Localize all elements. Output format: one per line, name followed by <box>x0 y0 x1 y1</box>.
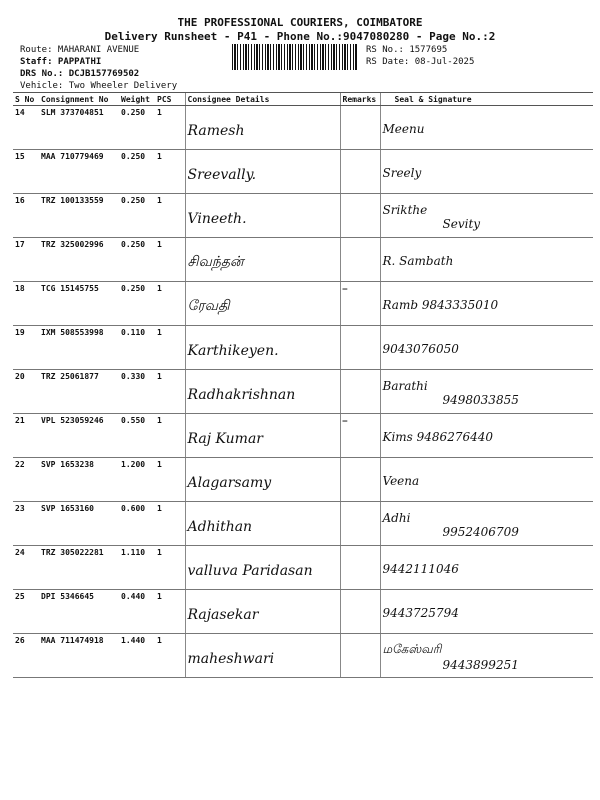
weight-value: 0.250 <box>119 106 155 150</box>
pieces-count: 1 <box>155 150 185 194</box>
consignment-number: MAA 711474918 <box>39 634 119 678</box>
table-row <box>13 634 593 678</box>
weight-value: 1.110 <box>119 546 155 590</box>
table-row <box>13 326 593 370</box>
seal-signature <box>380 546 593 590</box>
pieces-count: 1 <box>155 282 185 326</box>
consignee-handwriting: valluva Paridasan <box>185 546 340 590</box>
consignee-handwriting: Alagarsamy <box>185 458 340 502</box>
seal-signature <box>380 194 593 238</box>
weight-value: 1.200 <box>119 458 155 502</box>
remarks-cell <box>340 194 380 238</box>
consignment-number: SLM 373704851 <box>39 106 119 150</box>
seal-signature <box>380 326 593 370</box>
table-row <box>13 414 593 458</box>
remarks-cell <box>340 458 380 502</box>
seal-signature <box>380 458 593 502</box>
route-label: Route: MAHARANI AVENUE <box>20 45 140 55</box>
signature-phone: Sevity <box>442 216 481 231</box>
pieces-count: 1 <box>155 370 185 414</box>
serial-number: 14 <box>13 106 39 150</box>
weight-value: 0.600 <box>119 502 155 546</box>
remarks-cell: — <box>340 414 380 458</box>
seal-signature <box>380 634 593 678</box>
col-remarks: Remarks <box>340 93 380 106</box>
weight-value: 0.330 <box>119 370 155 414</box>
pieces-count: 1 <box>155 106 185 150</box>
col-sno: S No <box>13 93 39 106</box>
table-row <box>13 194 593 238</box>
vehicle-label: Vehicle: Two Wheeler Delivery <box>20 81 178 91</box>
seal-signature <box>380 150 593 194</box>
weight-value: 0.250 <box>119 282 155 326</box>
consignment-number: IXM 508553998 <box>39 326 119 370</box>
seal-signature <box>380 282 593 326</box>
signature-text: Veena <box>382 473 420 488</box>
serial-number: 16 <box>13 194 39 238</box>
pieces-count: 1 <box>155 194 185 238</box>
weight-value: 0.110 <box>119 326 155 370</box>
table-row <box>13 458 593 502</box>
signature-phone: 9952406709 <box>442 524 519 539</box>
remarks-cell <box>340 326 380 370</box>
consignment-number: TRZ 25061877 <box>39 370 119 414</box>
consignment-number: SVP 1653238 <box>39 458 119 502</box>
signature-text: Adhi <box>382 510 411 525</box>
signature-phone: 9443899251 <box>442 657 519 672</box>
col-pcs: PCS <box>155 93 185 106</box>
weight-value: 0.250 <box>119 238 155 282</box>
runsheet-subtitle: Delivery Runsheet - P41 - Phone No.:9047080280 - Page No.:2 <box>104 30 496 43</box>
consignment-number: VPL 523059246 <box>39 414 119 458</box>
consignee-handwriting: Raj Kumar <box>185 414 340 458</box>
consignee-handwriting: Sreevally. <box>185 150 340 194</box>
pieces-count: 1 <box>155 458 185 502</box>
drs-number: DRS No.: DCJB157769502 <box>20 69 140 79</box>
weight-value: 0.250 <box>119 194 155 238</box>
pieces-count: 1 <box>155 502 185 546</box>
table-row <box>13 282 593 326</box>
seal-signature <box>380 414 593 458</box>
serial-number: 18 <box>13 282 39 326</box>
remarks-cell <box>340 150 380 194</box>
rs-date: RS Date: 08-Jul-2025 <box>366 57 475 67</box>
serial-number: 19 <box>13 326 39 370</box>
consignee-handwriting: Vineeth. <box>185 194 340 238</box>
seal-signature <box>380 370 593 414</box>
consignment-number: TRZ 100133559 <box>39 194 119 238</box>
consignee-handwriting: Rajasekar <box>185 590 340 634</box>
barcode <box>232 44 358 70</box>
consignee-handwriting: Adhithan <box>185 502 340 546</box>
pieces-count: 1 <box>155 238 185 282</box>
table-row <box>13 502 593 546</box>
serial-number: 15 <box>13 150 39 194</box>
signature-text: Kims 9486276440 <box>382 429 494 444</box>
remarks-cell <box>340 370 380 414</box>
serial-number: 24 <box>13 546 39 590</box>
signature-text: Srikthe <box>382 202 428 217</box>
weight-value: 0.250 <box>119 150 155 194</box>
signature-text: Barathi <box>382 378 428 393</box>
consignee-handwriting: Radhakrishnan <box>185 370 340 414</box>
consignee-handwriting: maheshwari <box>185 634 340 678</box>
pieces-count: 1 <box>155 546 185 590</box>
pieces-count: 1 <box>155 634 185 678</box>
weight-value: 0.550 <box>119 414 155 458</box>
serial-number: 17 <box>13 238 39 282</box>
remarks-cell <box>340 238 380 282</box>
rs-number: RS No.: 1577695 <box>366 45 448 55</box>
signature-phone: 9498033855 <box>442 392 519 407</box>
remarks-cell <box>340 590 380 634</box>
table-row <box>13 238 593 282</box>
staff-label: Staff: PAPPATHI <box>20 57 102 67</box>
serial-number: 23 <box>13 502 39 546</box>
signature-text: 9443725794 <box>382 605 459 620</box>
signature-text: R. Sambath <box>382 253 454 268</box>
signature-text: மகேஸ்வரி <box>382 641 442 656</box>
remarks-cell <box>340 634 380 678</box>
consignee-handwriting: சிவந்தன் <box>185 238 340 282</box>
runsheet-table <box>13 92 593 678</box>
seal-signature <box>380 502 593 546</box>
signature-text: 9043076050 <box>382 341 459 356</box>
pieces-count: 1 <box>155 590 185 634</box>
consignment-number: TRZ 325002996 <box>39 238 119 282</box>
pieces-count: 1 <box>155 326 185 370</box>
consignee-handwriting: ரேவதி <box>185 282 340 326</box>
serial-number: 21 <box>13 414 39 458</box>
signature-text: Sreely <box>382 165 422 180</box>
seal-signature <box>380 590 593 634</box>
remarks-cell: — <box>340 282 380 326</box>
remarks-cell <box>340 106 380 150</box>
consignee-handwriting: Ramesh <box>185 106 340 150</box>
table-header-row <box>13 93 593 106</box>
remarks-cell <box>340 502 380 546</box>
signature-text: Meenu <box>382 121 425 136</box>
seal-signature <box>380 238 593 282</box>
weight-value: 0.440 <box>119 590 155 634</box>
document-title: THE PROFESSIONAL COURIERS, COIMBATORE <box>177 16 423 29</box>
col-weight: Weight <box>119 93 155 106</box>
table-row <box>13 590 593 634</box>
seal-signature <box>380 106 593 150</box>
col-seal: Seal & Signature <box>380 93 593 106</box>
consignment-number: TCG 15145755 <box>39 282 119 326</box>
consignment-number: MAA 710779469 <box>39 150 119 194</box>
signature-text: Ramb 9843335010 <box>382 297 499 312</box>
table-row <box>13 106 593 150</box>
table-row <box>13 370 593 414</box>
serial-number: 26 <box>13 634 39 678</box>
consignment-number: DPI 5346645 <box>39 590 119 634</box>
consignee-handwriting: Karthikeyen. <box>185 326 340 370</box>
serial-number: 20 <box>13 370 39 414</box>
table-row <box>13 546 593 590</box>
col-consignee: Consignee Details <box>185 93 340 106</box>
table-row <box>13 150 593 194</box>
pieces-count: 1 <box>155 414 185 458</box>
col-consignment: Consignment No <box>39 93 119 106</box>
consignment-number: SVP 1653160 <box>39 502 119 546</box>
signature-text: 9442111046 <box>382 561 459 576</box>
weight-value: 1.440 <box>119 634 155 678</box>
serial-number: 22 <box>13 458 39 502</box>
consignment-number: TRZ 305022281 <box>39 546 119 590</box>
remarks-cell <box>340 546 380 590</box>
serial-number: 25 <box>13 590 39 634</box>
